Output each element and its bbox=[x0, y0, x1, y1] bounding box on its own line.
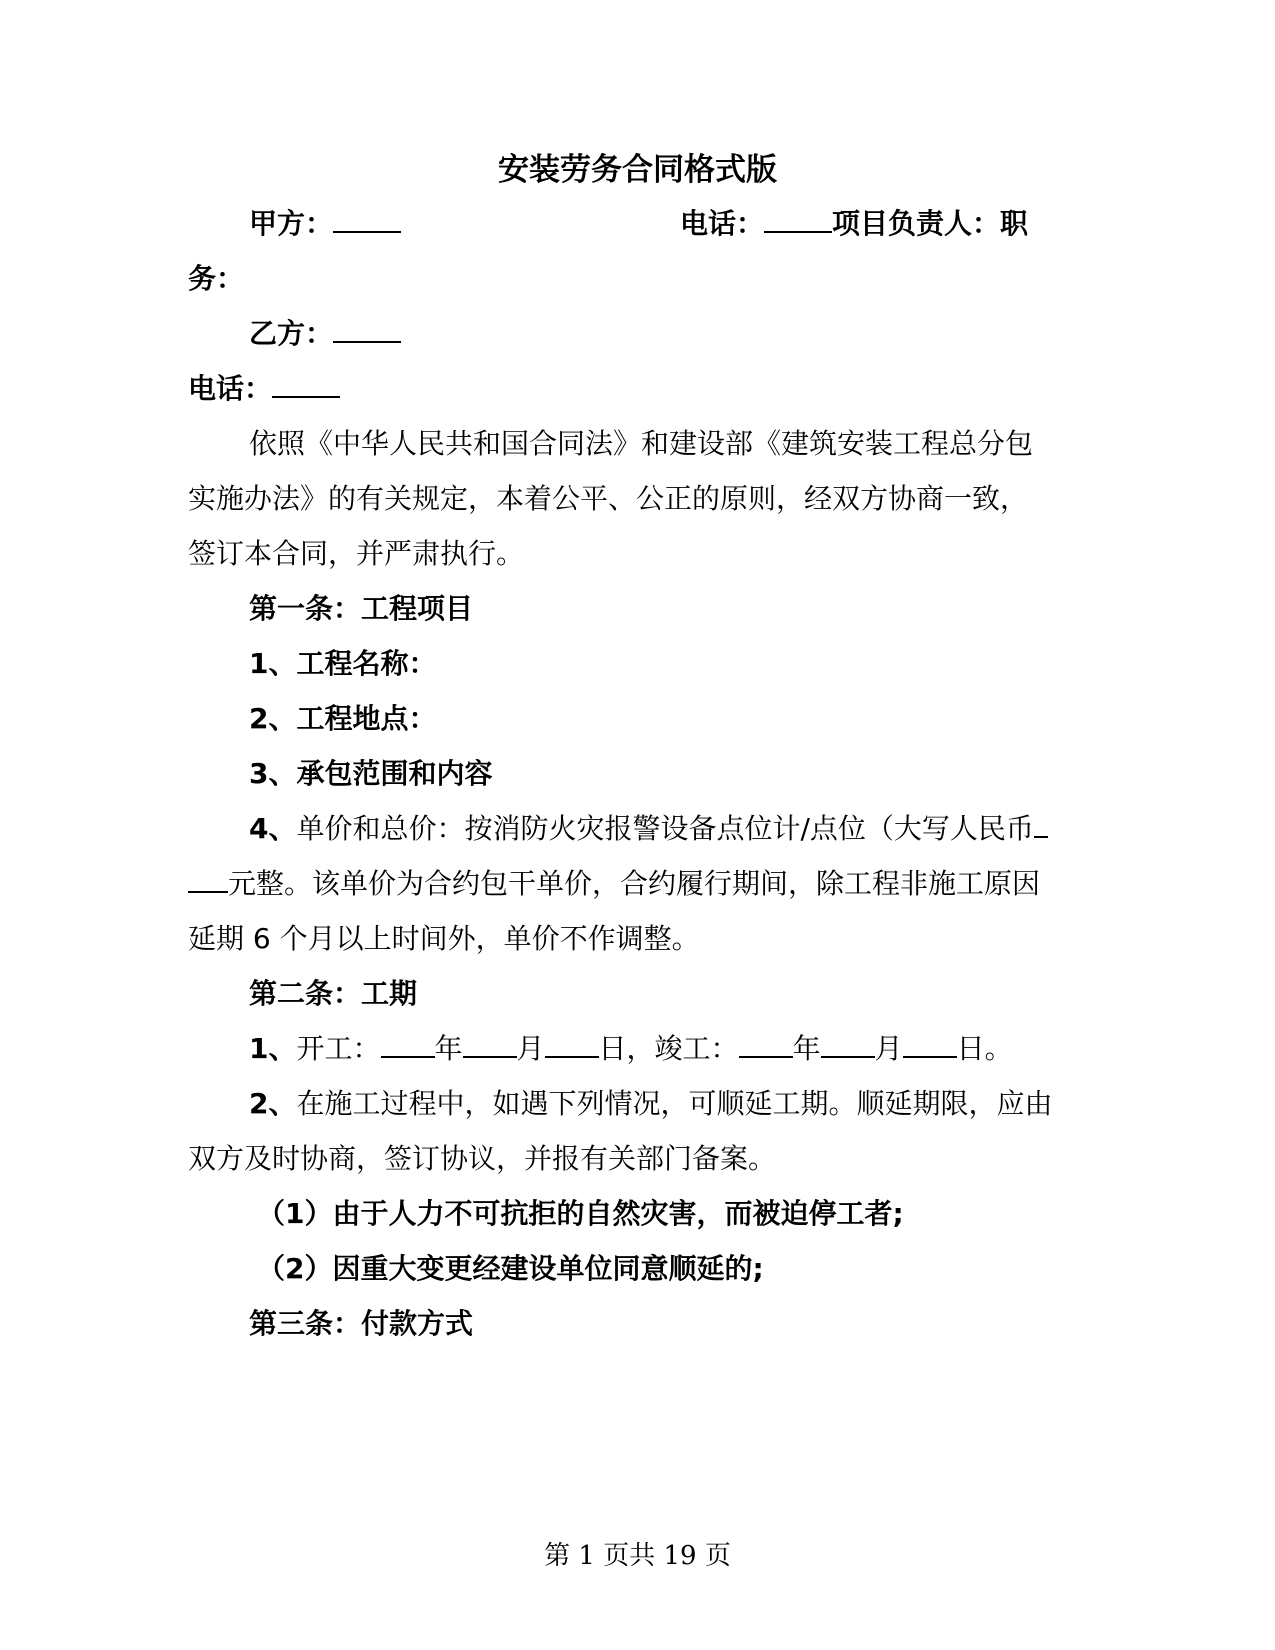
article-1-item-4-end: 延期 6 个月以上时间外，单价不作调整。 bbox=[188, 922, 700, 955]
amount-blank-end bbox=[188, 865, 228, 893]
party-b-line bbox=[249, 314, 1149, 354]
article-2-sub-1: （1）由于人力不可抗拒的自然灾害，而被迫停工者; bbox=[257, 1197, 904, 1230]
end-year: 年 bbox=[792, 1032, 821, 1065]
phone-label-b: 电话： bbox=[188, 372, 273, 405]
item-4-number: 4、 bbox=[249, 812, 297, 845]
end-year-blank bbox=[739, 1030, 793, 1058]
article-2-sub-2: （2）因重大变更经建设单位同意顺延的; bbox=[257, 1252, 764, 1285]
phone-label: 电话： bbox=[680, 207, 765, 240]
completion-label: 竣工： bbox=[654, 1032, 739, 1065]
article-1-item-3: 3、承包范围和内容 bbox=[249, 757, 493, 790]
article-1-item-4 bbox=[249, 809, 1149, 849]
article-3-title: 第三条：付款方式 bbox=[249, 1307, 474, 1340]
item-4-text: 单价和总价：按消防火灾报警设备点位计/点位（大写人民币 bbox=[296, 812, 1034, 845]
end-month: 月 bbox=[874, 1032, 903, 1065]
party-a-label: 甲方： bbox=[249, 207, 334, 240]
intro-line-2: 实施办法》的有关规定，本着公平、公正的原则，经双方协商一致， bbox=[188, 482, 1029, 515]
article-2-title: 第二条：工期 bbox=[249, 977, 418, 1010]
project-lead-label: 项目负责人：职 bbox=[832, 207, 1029, 240]
party-b-blank bbox=[333, 315, 401, 343]
end-day: 日。 bbox=[956, 1032, 1013, 1065]
party-b-label: 乙方： bbox=[249, 317, 334, 350]
start-month-blank bbox=[463, 1030, 517, 1058]
intro-line-3: 签订本合同，并严肃执行。 bbox=[188, 537, 525, 570]
start-day: 日， bbox=[598, 1032, 655, 1065]
start-year-blank bbox=[381, 1030, 435, 1058]
party-a-blank bbox=[333, 205, 401, 233]
start-label: 开工： bbox=[296, 1032, 381, 1065]
article-1-item-2: 2、工程地点： bbox=[249, 702, 437, 735]
article-2-item-2 bbox=[249, 1084, 1149, 1124]
party-b-phone-line bbox=[188, 369, 1088, 409]
item-1-number: 1、 bbox=[249, 1032, 297, 1065]
intro-line-1: 依照《中华人民共和国合同法》和建设部《建筑安装工程总分包 bbox=[249, 427, 1034, 460]
item-2-number: 2、 bbox=[249, 1087, 297, 1120]
end-day-blank bbox=[903, 1030, 957, 1058]
document-title: 安装劳务合同格式版 bbox=[498, 152, 777, 188]
article-2-item-2-cont: 双方及时协商，签订协议，并报有关部门备案。 bbox=[188, 1142, 777, 1175]
phone-b-blank bbox=[272, 370, 340, 398]
phone-blank bbox=[764, 205, 832, 233]
position-line: 务： bbox=[188, 262, 245, 295]
start-month: 月 bbox=[516, 1032, 545, 1065]
article-1-title: 第一条：工程项目 bbox=[249, 592, 474, 625]
item-4-cont-text: 元整。该单价为合约包干单价，合约履行期间，除工程非施工原因 bbox=[228, 867, 1041, 900]
article-1-item-1: 1、工程名称： bbox=[249, 647, 437, 680]
article-1-item-4-cont bbox=[188, 864, 1088, 904]
start-day-blank bbox=[545, 1030, 599, 1058]
start-year: 年 bbox=[434, 1032, 463, 1065]
party-a-contact bbox=[680, 204, 1080, 244]
end-month-blank bbox=[821, 1030, 875, 1058]
amount-blank-start bbox=[1034, 810, 1048, 838]
page-footer: 第 1 页共 19 页 bbox=[544, 1541, 731, 1571]
item-2-text: 在施工过程中，如遇下列情况，可顺延工期。顺延期限，应由 bbox=[296, 1087, 1053, 1120]
article-2-item-1 bbox=[249, 1029, 1149, 1069]
